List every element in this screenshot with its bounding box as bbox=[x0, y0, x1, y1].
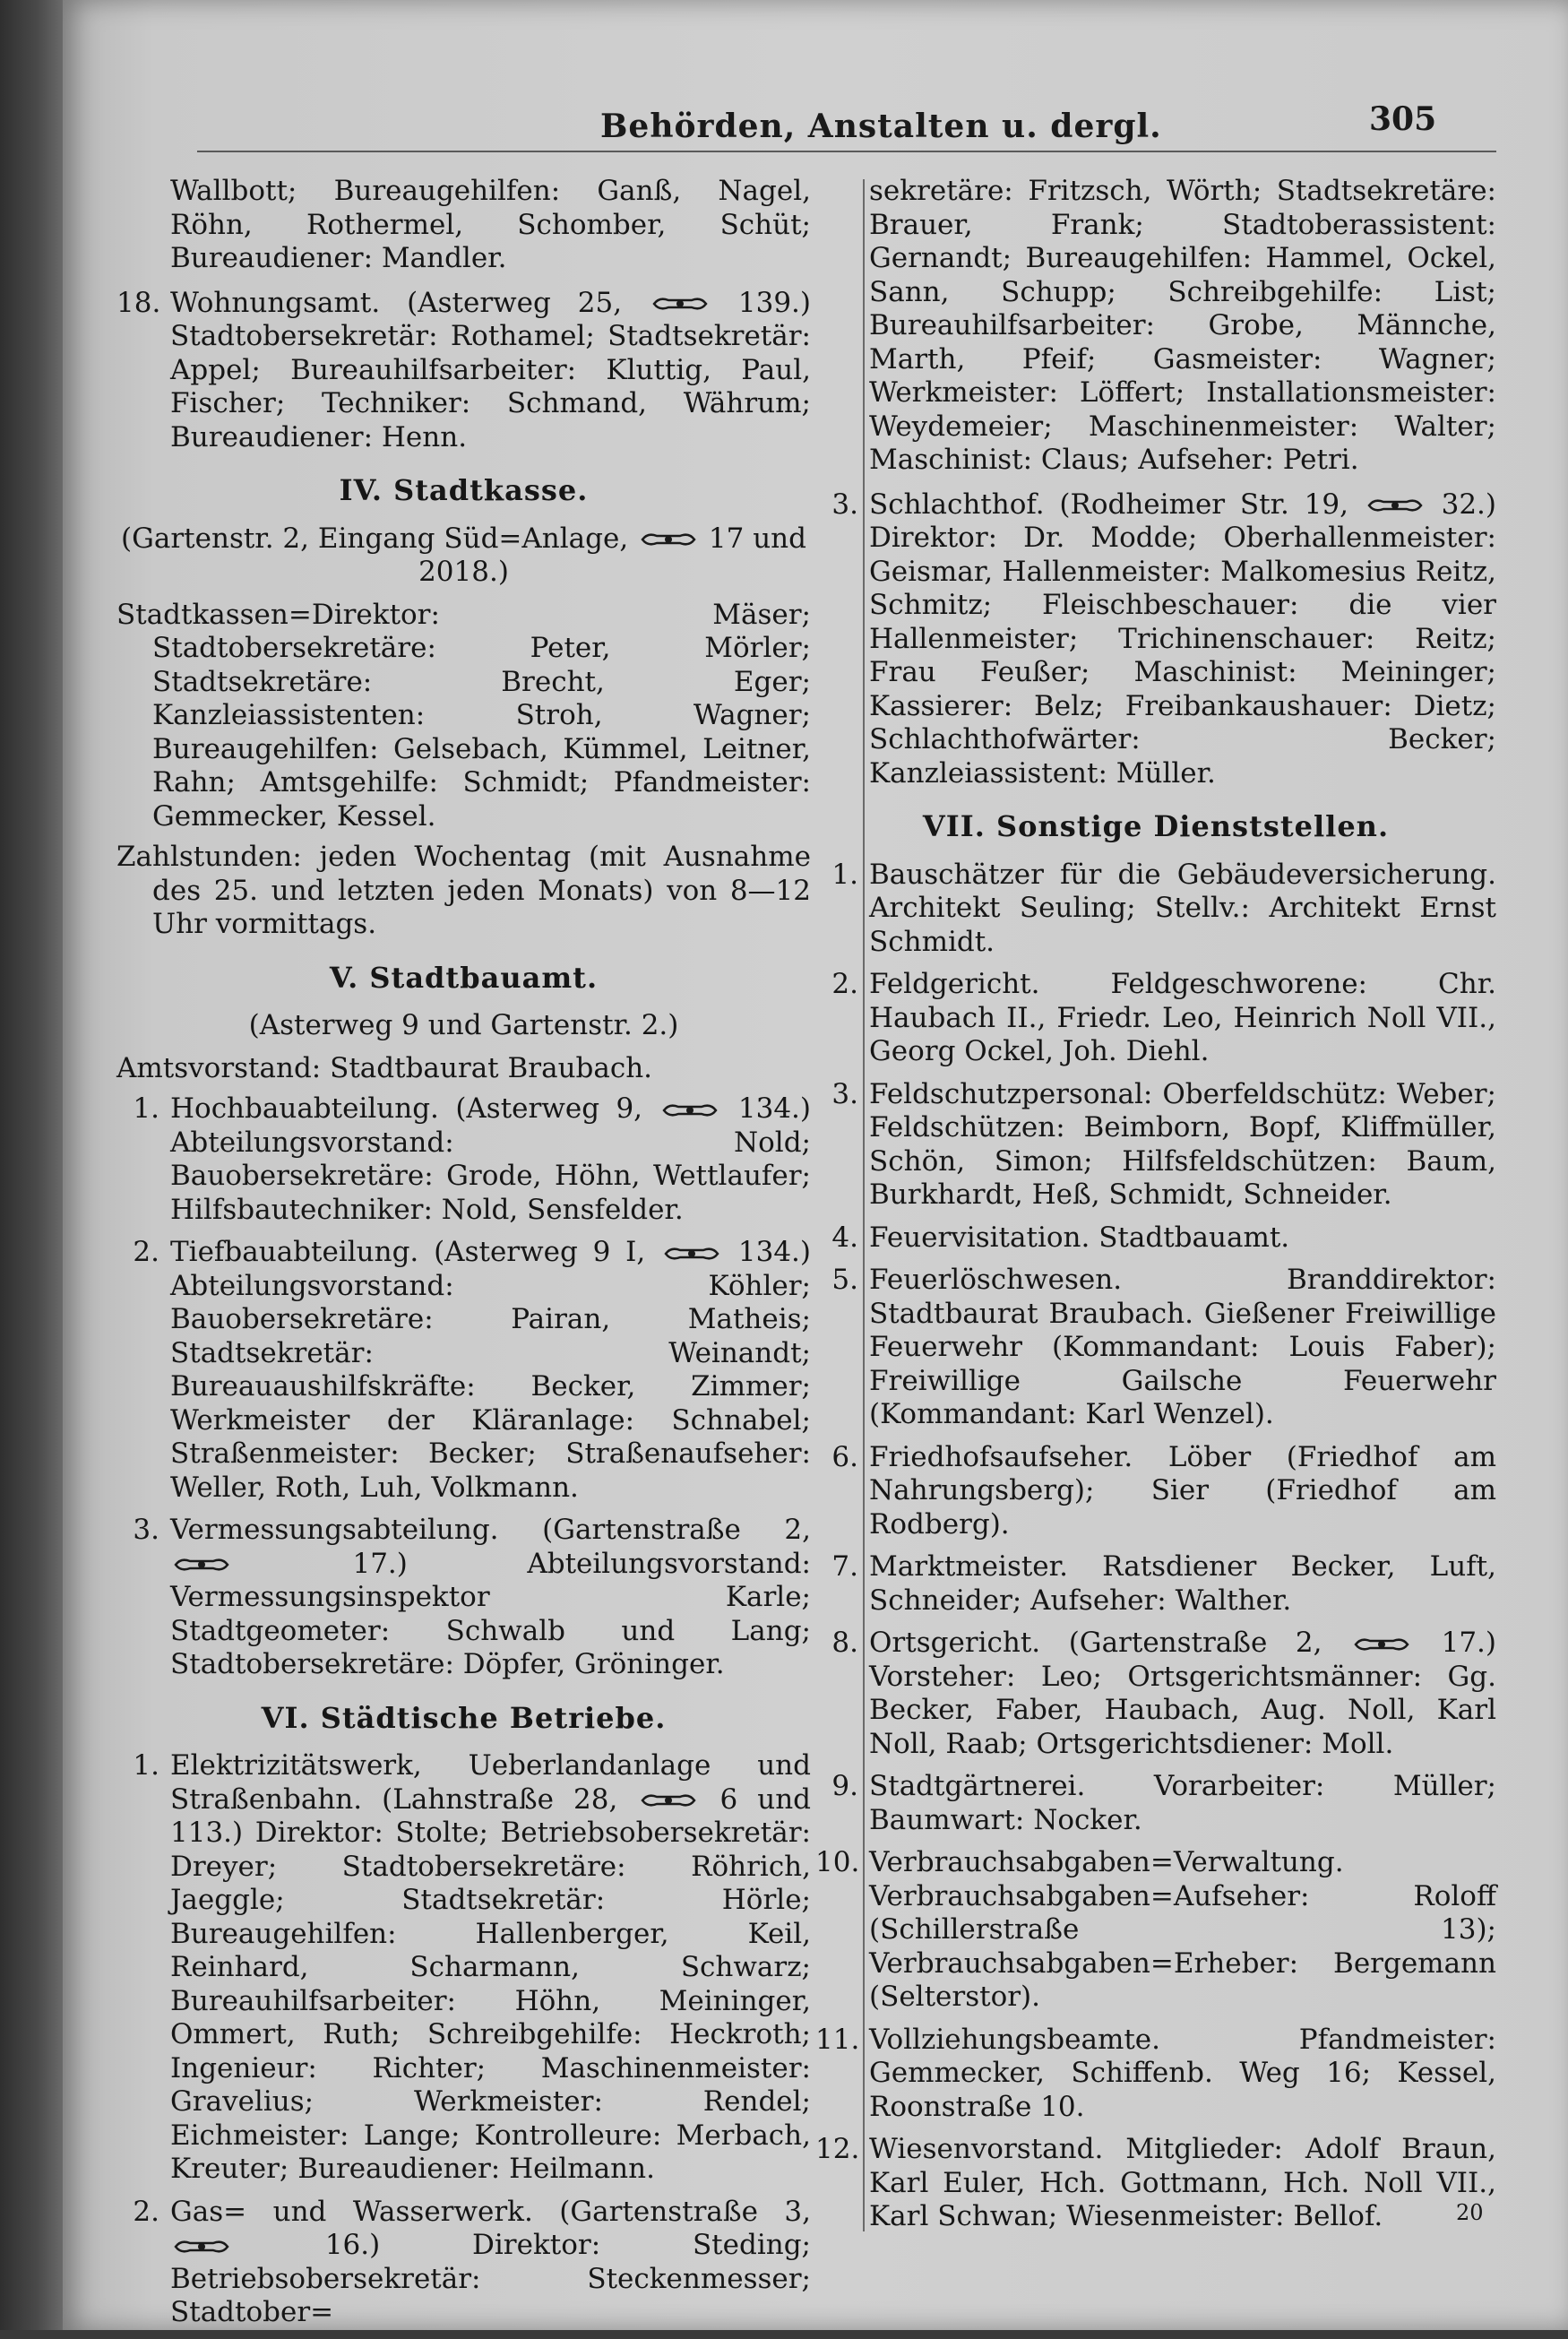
item-number: 2. bbox=[133, 1236, 159, 1268]
list-item bbox=[815, 1221, 1496, 1256]
item-text: Feldschutzpersonal: Oberfeldschütz: Weber; Feldschützen: Beimborn, Bopf, Kliffmüller, Schön, Simon; Hilfsfeldschützen: Baum, Burkhardt, Heß, Schmidt, Schneider. bbox=[869, 1077, 1496, 1211]
item-text: Vermessungsabteilung. (Gartenstraße 2, bbox=[170, 1514, 811, 1546]
item-text: Wiesenvorstand. Mitglieder: Adolf Braun, Karl Euler, Hch. Gottmann, Hch. Noll VII., Karl Schwan; Wiesenmeister: Bellof. bbox=[869, 2133, 1496, 2232]
item-text: Direktor: Dr. Modde; Oberhallenmeister: Geismar, Hallenmeister: Malkomesius Reitz, Schmitz; Fleischbeschauer: die vier Hallenmeister; Trichinenschauer: Reitz; Frau Feußer; Maschinist: Meininger; Kassierer: Belz; Freibankaushauer: Dietz; Schlachthofwärter: Becker; Kanzleiassistent: Müller. bbox=[869, 522, 1496, 790]
phone-number: 17 und 2018.) bbox=[418, 522, 806, 588]
item-number: 8. bbox=[831, 1627, 858, 1659]
item-text: Vorsteher: Leo; Ortsgerichtsmänner: Gg. Becker, Faber, Haubach, Aug. Noll, Karl Noll, Raab; Ortsgerichtsdiener: Moll. bbox=[869, 1660, 1496, 1760]
phone-number: 134.) bbox=[737, 1236, 812, 1268]
item-text: Hochbauabteilung. (Asterweg 9, bbox=[170, 1092, 643, 1125]
item-text: Feuervisitation. Stadtbauamt. bbox=[869, 1221, 1290, 1254]
item-text: Direktor: Stolte; Betriebsobersekretär: Dreyer; Stadtobersekretäre: Röhrich, Jaeggle; Stadtsekretär: Hörle; Bureaugehilfen: Hallenberger, Keil, Reinhard, Scharmann, Schwarz; Bureauhilfsarbeiter: Höhn, Meininger, Ommert, Ruth; Schreibgehilfe: Heckroth; Ingenieur: Richter; Maschinenmeister: Gravelius; Werkmeister: Rendel; Eichmeister: Lange; Kontrolleure: Merbach, Kreuter; Bureaudiener: Heilmann. bbox=[170, 1817, 812, 2185]
item-number: 7. bbox=[831, 1550, 858, 1583]
phone-number: 16.) bbox=[324, 2229, 381, 2261]
section-title: VI. Städtische Betriebe. bbox=[261, 1700, 667, 1735]
list-item bbox=[116, 1514, 811, 1682]
item-text: Friedhofsaufseher. Löber (Friedhof am Nahrungsberg); Sier (Friedhof am Rodberg). bbox=[869, 1440, 1496, 1541]
list-item bbox=[116, 1092, 811, 1227]
item-number: 2. bbox=[831, 968, 858, 1000]
phone-number: 139.) bbox=[737, 286, 811, 319]
item-text: Feldgericht. Feldgeschworene: Chr. Haubach II., Friedr. Leo, Heinrich Noll VII., Georg Ockel, Joh. Diehl. bbox=[869, 968, 1496, 1067]
telephone-icon bbox=[652, 295, 708, 313]
item-number: 1. bbox=[133, 1092, 159, 1125]
item-number: 4. bbox=[831, 1221, 858, 1254]
list-item bbox=[815, 859, 1496, 960]
list-item bbox=[116, 1236, 811, 1505]
item-number: 12. bbox=[815, 2133, 860, 2165]
list-item bbox=[116, 287, 811, 455]
address: (Asterweg 9 und Gartenstr. 2.) bbox=[248, 1009, 679, 1041]
item-number: 11. bbox=[815, 2023, 860, 2056]
right-column bbox=[815, 175, 1496, 2243]
list-item bbox=[116, 2196, 811, 2330]
list-item bbox=[815, 488, 1496, 791]
telephone-icon bbox=[174, 2238, 229, 2256]
list-item bbox=[116, 1749, 811, 2187]
list-item bbox=[815, 1770, 1496, 1837]
item-number: 3. bbox=[831, 488, 858, 521]
signature-mark: 20 bbox=[1456, 2200, 1484, 2225]
list-item bbox=[815, 1846, 1496, 2015]
continuation-text: sekretäre: Fritzsch, Wörth; Stadtsekretäre: Brauer, Frank; Stadtoberassistent: Gernandt; Bureaugehilfen: Hammel, Ockel, Sann, Schupp; Schreibgehilfe: List; Bureauhilfsarbeiter: Grobe, Männche, Marth, Pfeif; Gasmeister: Wagner; Werkmeister: Löffert; Installationsmeister: Weydemeier; Maschinenmeister: Walter; Maschinist: Claus; Aufseher: Petri. bbox=[869, 175, 1496, 476]
continuation-text: Wallbott; Bureaugehilfen: Ganß, Nagel, Röhn, Rothermel, Schomber, Schüt; Bureaudiener: Mandler. bbox=[170, 175, 811, 274]
item-text: Vollziehungsbeamte. Pfandmeister: Gemmecker, Schiffenb. Weg 16; Kessel, Roonstraße 10. bbox=[869, 2023, 1496, 2123]
list-item bbox=[815, 1550, 1496, 1618]
left-column bbox=[116, 175, 811, 2339]
item-number: 18. bbox=[116, 286, 161, 319]
item-number: 3. bbox=[831, 1077, 858, 1110]
phone-number: 32.) bbox=[1441, 488, 1497, 521]
item-text: Bauschätzer für die Gebäudeversicherung. Architekt Seuling; Stellv.: Architekt Ernst Schmidt. bbox=[869, 858, 1496, 958]
item-text: Gas= und Wasserwerk. (Gartenstraße 3, bbox=[170, 2195, 811, 2228]
list-item bbox=[815, 1627, 1496, 1761]
address bbox=[116, 522, 811, 590]
list-item bbox=[815, 2133, 1496, 2234]
office-hours: Zahlstunden: jeden Wochentag (mit Ausnahme des 25. und letzten jeden Monats) von 8—12 Uhr vormittags. bbox=[116, 841, 811, 940]
section-title: V. Stadtbauamt. bbox=[329, 960, 599, 995]
item-text: Elektrizitätswerk, Ueberlandanlage und Straßenbahn. (Lahnstraße 28, bbox=[170, 1749, 811, 1816]
item-text: Wohnungsamt. (Asterweg 25, bbox=[170, 286, 623, 319]
telephone-icon bbox=[1367, 496, 1423, 514]
running-title: Behörden, Anstalten u. dergl. bbox=[600, 108, 1162, 145]
telephone-icon bbox=[1354, 1636, 1409, 1653]
item-text: Stadtobersekretär: Rothamel; Stadtsekretär: Appel; Bureauhilfsarbeiter: Kluttig, Paul, Fischer; Techniker: Schmand, Währum; Bureaudiener: Henn. bbox=[170, 320, 811, 453]
item-text: Schlachthof. (Rodheimer Str. 19, bbox=[869, 488, 1348, 521]
telephone-icon bbox=[174, 1556, 229, 1574]
item-text: Feuerlöschwesen. Branddirektor: Stadtbaurat Braubach. Gießener Freiwillige Feuerwehr (Kommandant: Louis Faber); Freiwillige Gailsche Feuerwehr (Kommandant: Karl Wenzel). bbox=[869, 1264, 1496, 1430]
section-title: VII. Sonstige Dienststellen. bbox=[922, 809, 1390, 843]
list-item bbox=[815, 1078, 1496, 1213]
item-number: 10. bbox=[815, 1846, 860, 1878]
address-text: (Gartenstr. 2, Eingang Süd=Anlage, bbox=[121, 522, 629, 555]
header-rule bbox=[197, 151, 1496, 152]
book-page bbox=[63, 0, 1568, 2330]
item-number: 5. bbox=[831, 1264, 858, 1296]
item-text: Stadtgärtnerei. Vorarbeiter: Müller; Baumwart: Nocker. bbox=[869, 1770, 1496, 1836]
item-text: Verbrauchsabgaben=Verwaltung. Verbrauchsabgaben=Aufseher: Roloff (Schillerstraße 13); Verbrauchsabgaben=Erheber: Bergemann (Selterstor). bbox=[869, 1846, 1496, 2013]
item-text: Abteilungsvorstand: Nold; Bauobersekretäre: Grode, Höhn, Wettlaufer; Hilfsbautechniker: Nold, Sensfelder. bbox=[170, 1126, 811, 1226]
item-number: 2. bbox=[133, 2195, 159, 2228]
telephone-icon bbox=[641, 531, 696, 548]
list-item bbox=[815, 968, 1496, 1069]
item-number: 1. bbox=[831, 858, 858, 891]
book-binding bbox=[0, 0, 63, 2330]
item-text: Ortsgericht. (Gartenstraße 2, bbox=[869, 1627, 1322, 1659]
item-text: Tiefbauabteilung. (Asterweg 9 I, bbox=[170, 1236, 646, 1268]
phone-number: 6 und 113.) bbox=[170, 1782, 812, 1849]
list-item bbox=[815, 2024, 1496, 2125]
staff-list: Stadtkassen=Direktor: Mäser; Stadtobersekretäre: Peter, Mörler; Stadtsekretäre: Brecht, Eger; Kanzleiassistenten: Stroh, Wagner; Bureaugehilfen: Gelsebach, Kümmel, Leitner, Rahn; Amtsgehilfe: Schmidt; Pfandmeister: Gemmecker, Kessel. bbox=[116, 598, 811, 833]
telephone-icon bbox=[664, 1245, 719, 1263]
item-text: Marktmeister. Ratsdiener Becker, Luft, Schneider; Aufseher: Walther. bbox=[869, 1550, 1496, 1617]
list-item bbox=[815, 1441, 1496, 1542]
phone-number: 17.) bbox=[352, 1547, 408, 1580]
item-text: Abteilungsvorstand: Köhler; Bauobersekretäre: Pairan, Matheis; Stadtsekretär: Weinandt; Bureauaushilfskräfte: Becker, Zimmer; Werkmeister der Kläranlage: Schnabel; Straßenmeister: Becker; Straßenaufseher: Weller, Roth, Luh, Volkmann. bbox=[170, 1269, 811, 1504]
item-number: 3. bbox=[133, 1514, 159, 1546]
item-number: 1. bbox=[133, 1749, 159, 1782]
list-item bbox=[815, 1264, 1496, 1432]
page-number: 305 bbox=[1369, 100, 1437, 138]
section-title: IV. Stadtkasse. bbox=[339, 473, 589, 507]
phone-number: 17.) bbox=[1441, 1627, 1497, 1659]
telephone-icon bbox=[662, 1101, 718, 1119]
item-number: 9. bbox=[831, 1770, 858, 1802]
item-text: Abteilungsvorstand: Vermessungsinspektor Karle; Stadtgeometer: Schwalb und Lang; Stadtobersekretäre: Döpfer, Gröninger. bbox=[170, 1547, 811, 1680]
item-text: Direktor: Steding; Betriebsobersekretär: Steckenmesser; Stadtober= bbox=[170, 2229, 811, 2328]
telephone-icon bbox=[641, 1791, 696, 1809]
phone-number: 134.) bbox=[737, 1092, 812, 1125]
item-number: 6. bbox=[831, 1440, 858, 1473]
department-head: Amtsvorstand: Stadtbaurat Braubach. bbox=[116, 1051, 653, 1084]
